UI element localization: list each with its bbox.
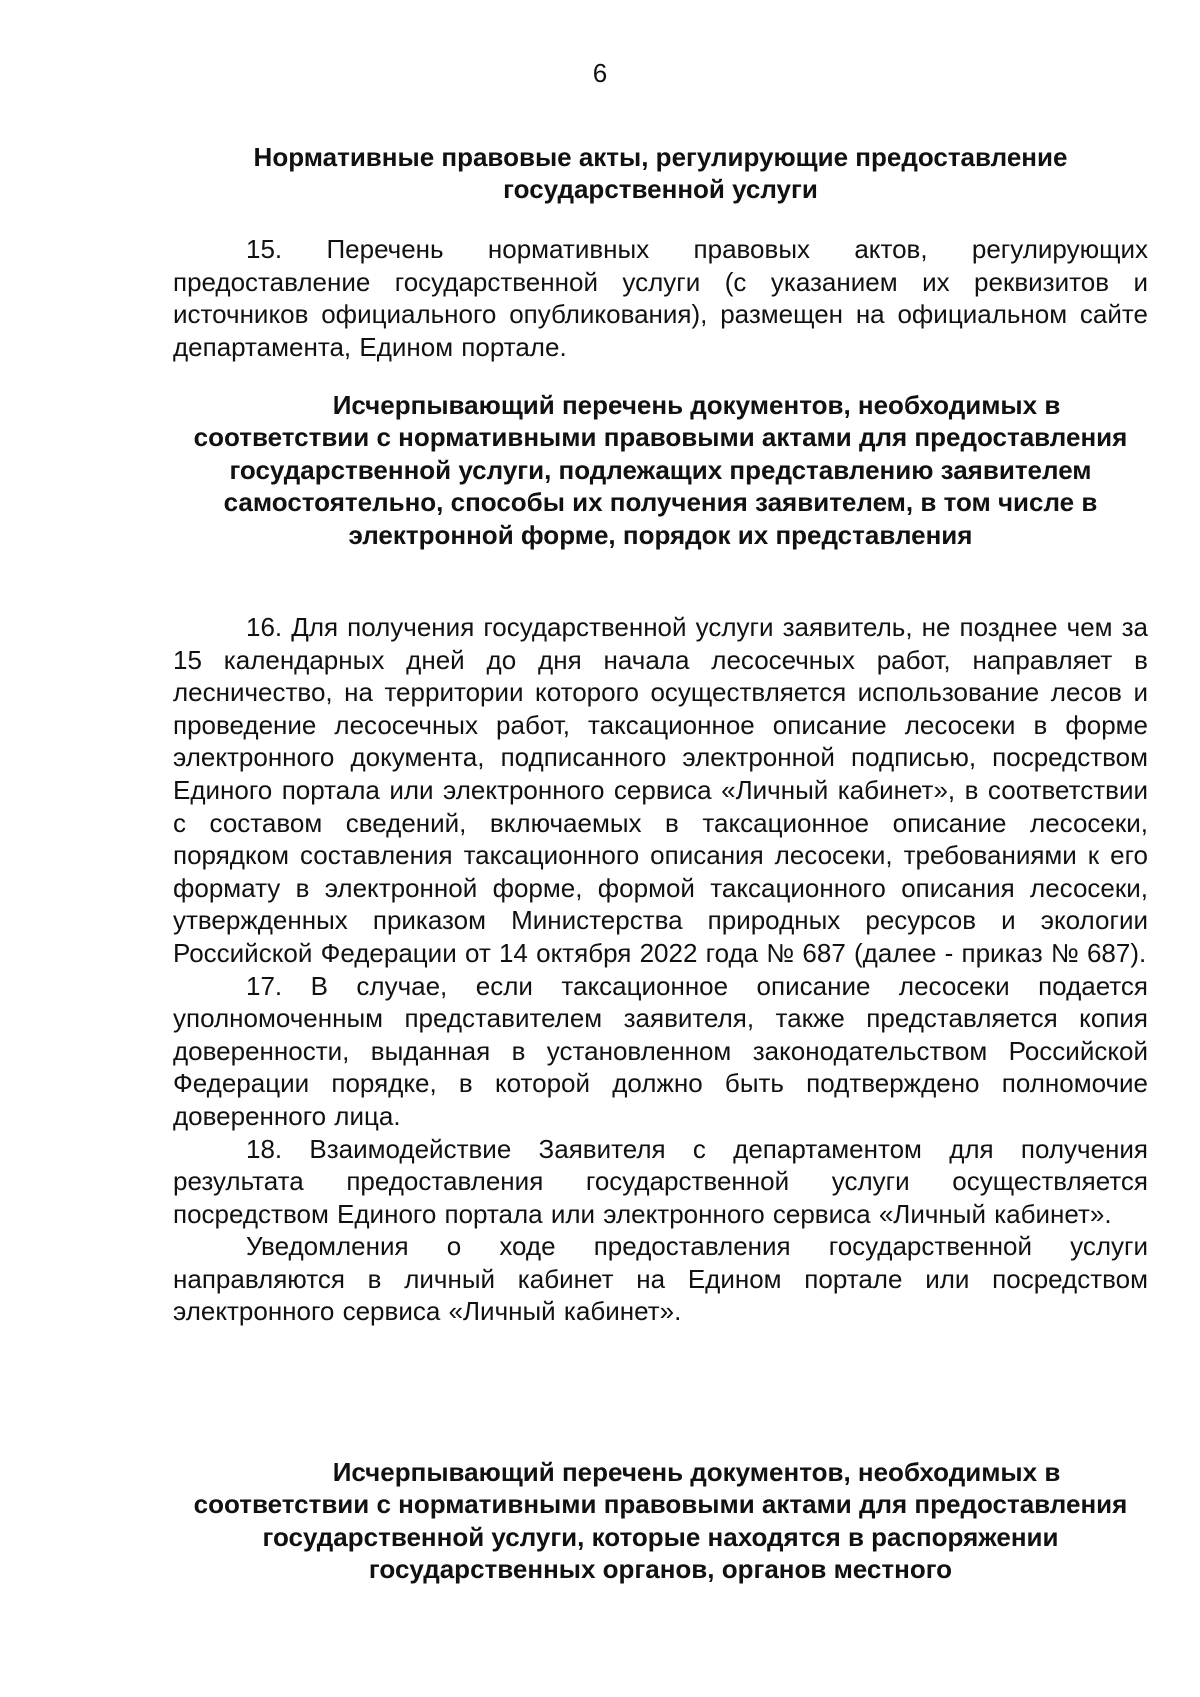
paragraph-18: 18. Взаимодействие Заявителя с департаментом для получения результата предоставления государственной услуги осуществляется посредством Единого портала или электронного сервиса «Личный кабинет». [173, 1133, 1148, 1229]
section-heading-normative-acts [173, 141, 1148, 206]
paragraphs-16-18-block [173, 611, 1148, 1328]
paragraph-17: 17. В случае, если таксационное описание лесосеки подается уполномоченным представителем заявителя, также представляется копия доверенности, выданная в установленном законодательством Российской Федерации порядке, в которой должно быть подтверждено полномочие доверенного лица. [173, 970, 1148, 1131]
paragraph-18-notifications: Уведомления о ходе предоставления государственной услуги направляются в личный кабинет на Едином портале или посредством электронного сервиса «Личный кабинет». [173, 1231, 1148, 1327]
heading-text: Нормативные правовые акты, регулирующие предоставление государственной услуги [253, 142, 1068, 205]
heading-text: Исчерпывающий перечень документов, необходимых в соответствии с нормативными правовыми актами для предоставления государственной услуги, подлежащих представлению заявителем самостоятельно, способы их получения заявителем, в том числе в электронной форме, порядок их представления [193, 390, 1128, 550]
page-number: 6 [592, 58, 608, 88]
section-heading-documents-by-applicant [178, 389, 1143, 551]
paragraph-15-block [173, 233, 1148, 363]
section-heading-documents-in-possession [183, 1456, 1138, 1586]
paragraph-15: 15. Перечень нормативных правовых актов, регулирующих предоставление государственной услуги (с указанием их реквизитов и источников официального опубликования), размещен на официальном сайте департамента, Едином портале. [173, 234, 1148, 362]
paragraph-16: 16. Для получения государственной услуги заявитель, не позднее чем за 15 календарных дней до дня начала лесосечных работ, направляет в лесничество, на территории которого осуществляется использование лесов и проведение лесосечных работ, таксационное описание лесосеки в форме электронного документа, подписанного электронной подписью, посредством Единого портала или электронного сервиса «Личный кабинет», в соответствии с составом сведений, включаемых в таксационное описание лесосеки, порядком составления таксационного описания лесосеки, требованиями к его формату в электронной форме, формой таксационного описания лесосеки, утвержденных приказом Министерства природных ресурсов и экологии Российской Федерации от 14 октября 2022 года № 687 (далее - приказ № 687). [173, 612, 1148, 968]
heading-text: Исчерпывающий перечень документов, необходимых в соответствии с нормативными правовыми актами для предоставления государственной услуги, которые находятся в распоряжении государственных органов, органов местного [193, 1457, 1128, 1585]
